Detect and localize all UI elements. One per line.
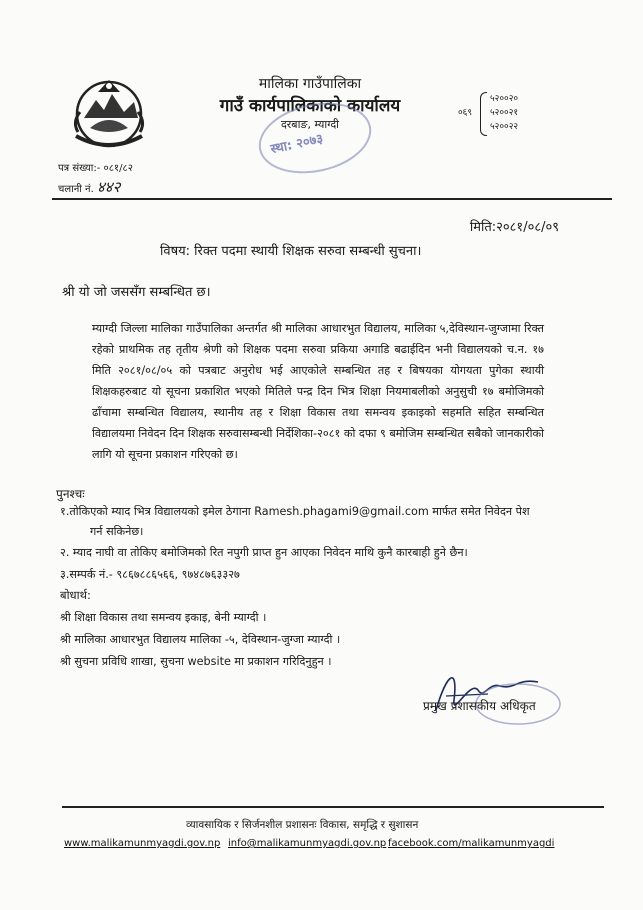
signatory-title: प्रमुख प्रशासकीय अधिकृत <box>423 699 536 713</box>
stamp-text: स्था: २०७३ <box>269 131 325 158</box>
addressee: श्री यो जो जससँग सम्बन्धित छ। <box>62 285 211 300</box>
notice-body: म्याग्दी जिल्ला मालिका गाउँपालिका अन्तर्गत श्री मालिका आधारभुत विद्यालय, मालिका ५,देविस्थान-जुग्जामा रिक्त रहेको प्राथमिक तह तृतीय श्रेणी को शिक्षक पदमा सरुवा प्रकिया अगाडि बढाईदिन भनी विद्यालयको च.न. १७ मिति २०८१/०८/०५ को पत्रबाट अनुरोध भई आएकोले सम्बन्धित तह र बिषयका योगयता पुगेका स्थायी शिक्षकहरुबाट यो सूचना प्रकाशित भएको मितिले पन्द्र दिन भित्र शिक्षा नियमाबलीको अनुसुची १७ बमोजिमको ढाँचामा सम्बन्धित विद्यालय, स्थानीय तह र शिक्षा विकास तथा समन्वय इकाइको सहमति सहित सम्बन्धित विद्यालयमा निवेदन दिन शिक्षक सरुवासम्बन्धी निर्देशिका-२०८१ को दफा ९ बमोजिम सम्बन्धित सबैको जानकारीको लागि यो सूचना प्रकाशन गरिएको छ। <box>92 322 545 461</box>
office-name: गाउँ कार्यपालिकाको कार्यालय <box>219 96 401 116</box>
phone-numbers <box>490 92 518 134</box>
postscript-title: पुनश्चः <box>56 487 85 501</box>
phone-number: ५२००२० <box>490 94 519 104</box>
phone-number: ५२००२२ <box>490 122 519 132</box>
cc-item: श्री मालिका आधारभुत विद्यालय मालिका -५, देविस्थान-जुग्जा म्याग्दी । <box>60 633 341 646</box>
signature-icon <box>418 660 568 730</box>
phone-block <box>458 92 538 136</box>
cc-title: बोधार्थ: <box>60 588 91 602</box>
postscript-item-3: ३.सम्पर्क नं.- ९८६७८८६५६६, ९७४८७६३३२७ <box>60 568 240 581</box>
phone-number: ५२००२१ <box>490 108 519 118</box>
facebook-link[interactable]: facebook.com/malikamunmyagdi <box>388 838 555 849</box>
phone-area-code: ०६९ <box>458 108 473 118</box>
postscript-item-1 <box>60 502 560 542</box>
footer-divider <box>62 806 604 808</box>
postscript-line: गर्न सकिनेछ। <box>90 525 144 538</box>
reference-block <box>58 160 133 199</box>
dispatch-label: चलानी नं. <box>58 184 94 195</box>
postscript-line: १.तोकिएको म्याद भित्र विद्यालयको इमेल ठेगाना Ramesh.phagami9@gmail.com मार्फत समेत निवेदन पेश <box>60 505 530 518</box>
dispatch-number <box>58 178 133 199</box>
email-link[interactable]: info@malikamunmyagdi.gov.np <box>228 838 387 849</box>
postscript-item-2: २. म्याद नाघी वा तोकिए बमोजिमको रित नपुगी प्राप्त हुन आएका निवेदन माथि कुनै कारबाही हुने छैन। <box>60 546 468 559</box>
municipality-name: मालिका गाउँपालिका <box>258 76 362 92</box>
dispatch-value: ४४२ <box>96 178 121 196</box>
letter-date: मिति:२०८१/०८/०९ <box>469 220 559 235</box>
nepal-emblem-icon <box>68 72 150 150</box>
letter-subject: विषय: रिक्त पदमा स्थायी शिक्षक सरुवा सम्बन्धी सुचना। <box>160 244 422 259</box>
website-link[interactable]: www.malikamunmyagdi.gov.np <box>64 838 221 849</box>
office-location: दरबाङ, म्याग्दी <box>280 118 340 131</box>
brace-icon <box>480 92 487 136</box>
letter-number: पत्र संख्या:- ०८१/८२ <box>58 163 133 174</box>
cc-item: श्री सुचना प्रविधि शाखा, सुचना website मा प्रकाशन गरिदिनुहुन । <box>60 655 332 668</box>
footer-slogan: व्यावसायिक र सिर्जनशील प्रशासनः विकास, समृद्धि र सुशासन <box>186 819 419 831</box>
header-divider <box>52 198 612 200</box>
cc-item: श्री शिक्षा विकास तथा समन्वय इकाइ, बेनी म्याग्दी । <box>60 611 267 624</box>
